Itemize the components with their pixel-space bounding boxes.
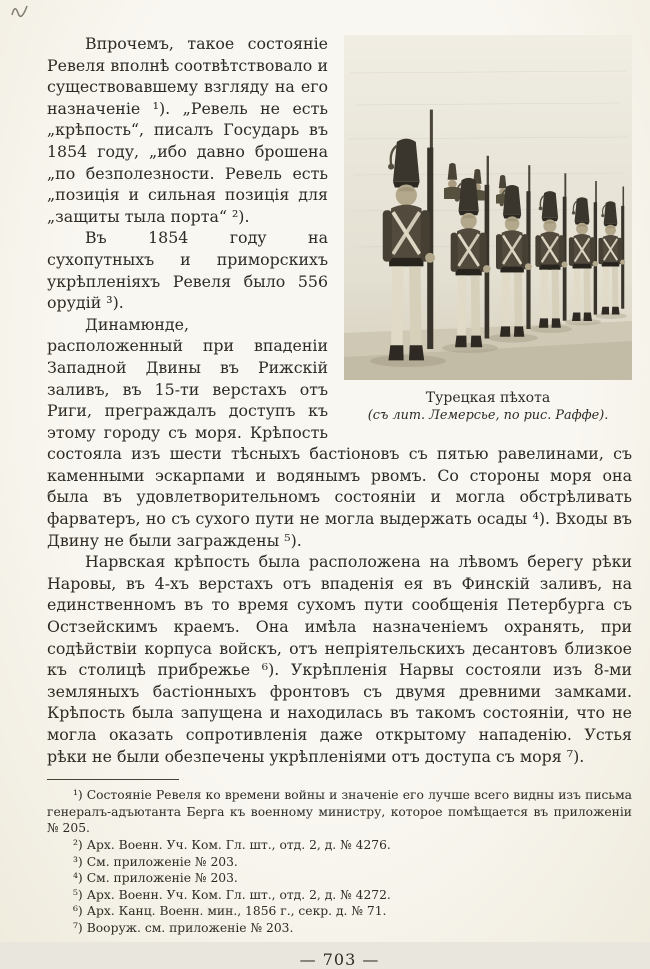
figure-turkish-infantry	[344, 35, 632, 424]
footnote-text: Состояніе Ревеля ко времени войны и значеніе его лучше всего видны изъ письма генералъ-адъютанта Берга къ военному министру, которое помѣщается въ приложеніи № 205.	[47, 788, 632, 836]
footnote	[47, 854, 632, 871]
figure-caption	[344, 389, 632, 424]
footnote-text: Арх. Военн. Уч. Ком. Гл. шт., отд. 2, д. № 4272.	[86, 887, 391, 902]
pencil-mark-icon	[10, 3, 30, 19]
turkish-infantry-engraving	[344, 35, 632, 380]
footnote-separator	[47, 779, 179, 780]
footnote-marker: ⁵)	[73, 887, 83, 902]
footnote-marker: ¹)	[73, 788, 83, 803]
body-text	[47, 33, 632, 767]
footnote	[47, 887, 632, 904]
footnote-text: См. приложеніе № 203.	[86, 854, 238, 869]
footnote-marker: ⁴)	[73, 871, 83, 886]
footnote-text: См. приложеніе № 203.	[86, 871, 238, 886]
footnote	[47, 870, 632, 887]
paragraph-revel-status: Впрочемъ, такое состояніе Ревеля вполнѣ соотвѣтствовало и существовавшему взгляду на его назначеніе ¹). „Ревель не есть „крѣпость“, писалъ Государь въ 1854 году, „ибо давно брошена „по безполезности. Ревель есть „позиція и сильная позиція для „защиты тыла порта“ ²).	[47, 34, 328, 226]
paragraph-narva: Нарвская крѣпость была расположена на лѣвомъ берегу рѣки Наровы, въ 4-хъ верстахъ отъ впаденія ея въ Финскій заливъ, на единственномъ въ то время сухомъ пути сообщенія Петербурга съ Остзейскимъ краемъ. Она имѣла назначеніемъ охранять, при содѣйствіи корпуса войскъ, отъ непріятельскихъ десантовъ близкое къ столицѣ прибрежье ⁶). Укрѣпленія Нарвы состояли изъ 8-ми земляныхъ бастіонныхъ фронтовъ съ двумя древними замками. Крѣпость была запущена и находилась въ такомъ состояніи, что не могла оказать сопротивленія даже открытому нападенію. Устья рѣки не были обезпечены укрѣпленіями отъ доступа съ моря ⁷).	[47, 552, 632, 766]
caption-title: Турецкая пѣхота	[425, 390, 551, 406]
footnotes-section	[47, 767, 632, 936]
paragraph-revel-guns: Въ 1854 году на сухопутныхъ и приморскихъ укрѣпленіяхъ Ревеля было 556 орудій ³).	[47, 228, 328, 313]
footnote	[47, 920, 632, 937]
footnote-marker: ²)	[73, 837, 83, 852]
footnote-marker: ⁷)	[73, 920, 83, 935]
footnote-text: Вооруж. см. приложеніе № 203.	[86, 920, 294, 935]
footnote	[47, 903, 632, 920]
caption-source: (съ лит. Лемерсье, по рис. Раффе).	[367, 408, 609, 423]
footnote-text: Арх. Военн. Уч. Ком. Гл. шт., отд. 2, д. № 4276.	[86, 837, 391, 852]
page-number: — 703 —	[299, 949, 380, 969]
footnote-text: Арх. Канц. Военн. мин., 1856 г., секр. д. № 71.	[86, 904, 387, 919]
paragraph-dinamyunde: Динамюнде, расположенный при впаденіи Западной Двины въ Рижскій заливъ, въ 15-ти верстахъ отъ Риги, преграждалъ доступъ къ этому городу съ моря. Крѣпость состояла изъ шести тѣсныхъ бастіоновъ съ пятью равелинами, съ каменными эскарпами и водянымъ рвомъ. Со стороны моря она была въ удовлетворительномъ состояніи и могла обстрѣливать фарватеръ, но съ сухого пути не могла выдержать осады ⁴). Входы въ Двину не были заграждены ⁵).	[47, 314, 632, 550]
footnote-marker: ⁶)	[73, 904, 83, 919]
footnote	[47, 787, 632, 837]
footnote	[47, 837, 632, 854]
footnote-marker: ³)	[73, 854, 83, 869]
